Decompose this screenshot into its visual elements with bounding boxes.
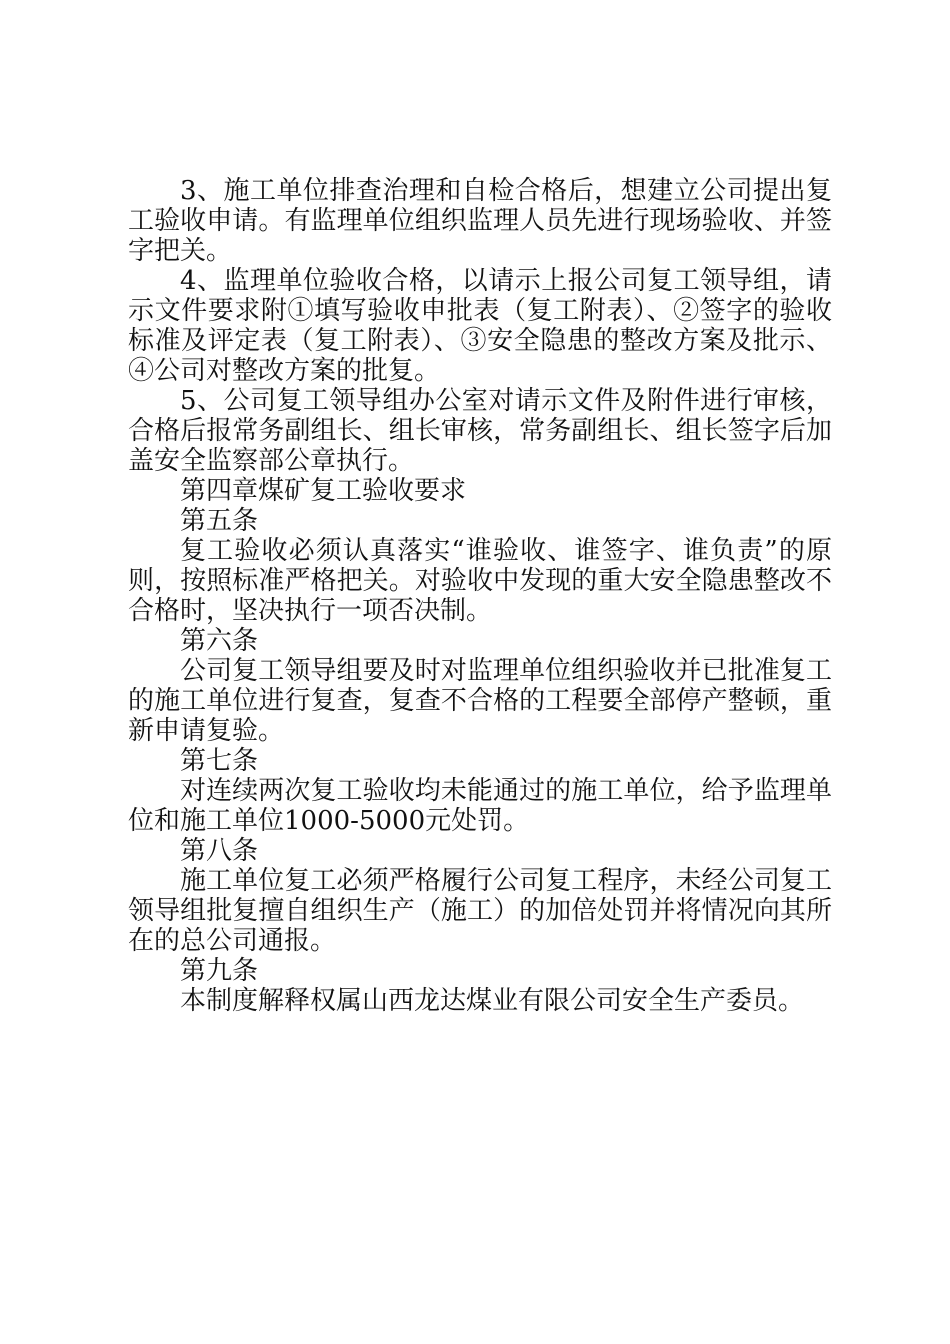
article-heading-5: 第五条	[180, 506, 259, 536]
article-heading-6: 第六条	[180, 626, 259, 656]
article-body-8: 施工单位复工必须严格履行公司复工程序，未经公司复工领导组批复擅自组织生产（施工）的加倍处罚并将情况向其所在的总公司通报。	[128, 866, 832, 956]
article-body-5: 复工验收必须认真落实“谁验收、谁签字、谁负责”的原则，按照标准严格把关。对验收中发现的重大安全隐患整改不合格时，坚决执行一项否决制。	[128, 536, 832, 626]
paragraph-step-3: 3、施工单位排查治理和自检合格后，想建立公司提出复工验收申请。有监理单位组织监理人员先进行现场验收、并签字把关。	[128, 176, 832, 266]
article-heading-9: 第九条	[180, 956, 259, 986]
article-body-7: 对连续两次复工验收均未能通过的施工单位，给予监理单位和施工单位1000-5000元处罚。	[128, 776, 832, 836]
document-body	[128, 176, 832, 1016]
article-body-6: 公司复工领导组要及时对监理单位组织验收并已批准复工的施工单位进行复查，复查不合格的工程要全部停产整顿，重新申请复验。	[128, 656, 832, 746]
paragraph-step-5: 5、公司复工领导组办公室对请示文件及附件进行审核，合格后报常务副组长、组长审核，常务副组长、组长签字后加盖安全监察部公章执行。	[128, 386, 832, 476]
article-heading-7: 第七条	[180, 746, 259, 776]
article-heading-8: 第八条	[180, 836, 259, 866]
article-body-9: 本制度解释权属山西龙达煤业有限公司安全生产委员。	[180, 986, 805, 1016]
chapter-heading: 第四章煤矿复工验收要求	[180, 476, 467, 506]
paragraph-step-4: 4、监理单位验收合格，以请示上报公司复工领导组，请示文件要求附①填写验收申批表（复工附表）、②签字的验收标准及评定表（复工附表）、③安全隐患的整改方案及批示、④公司对整改方案的批复。	[128, 266, 832, 386]
